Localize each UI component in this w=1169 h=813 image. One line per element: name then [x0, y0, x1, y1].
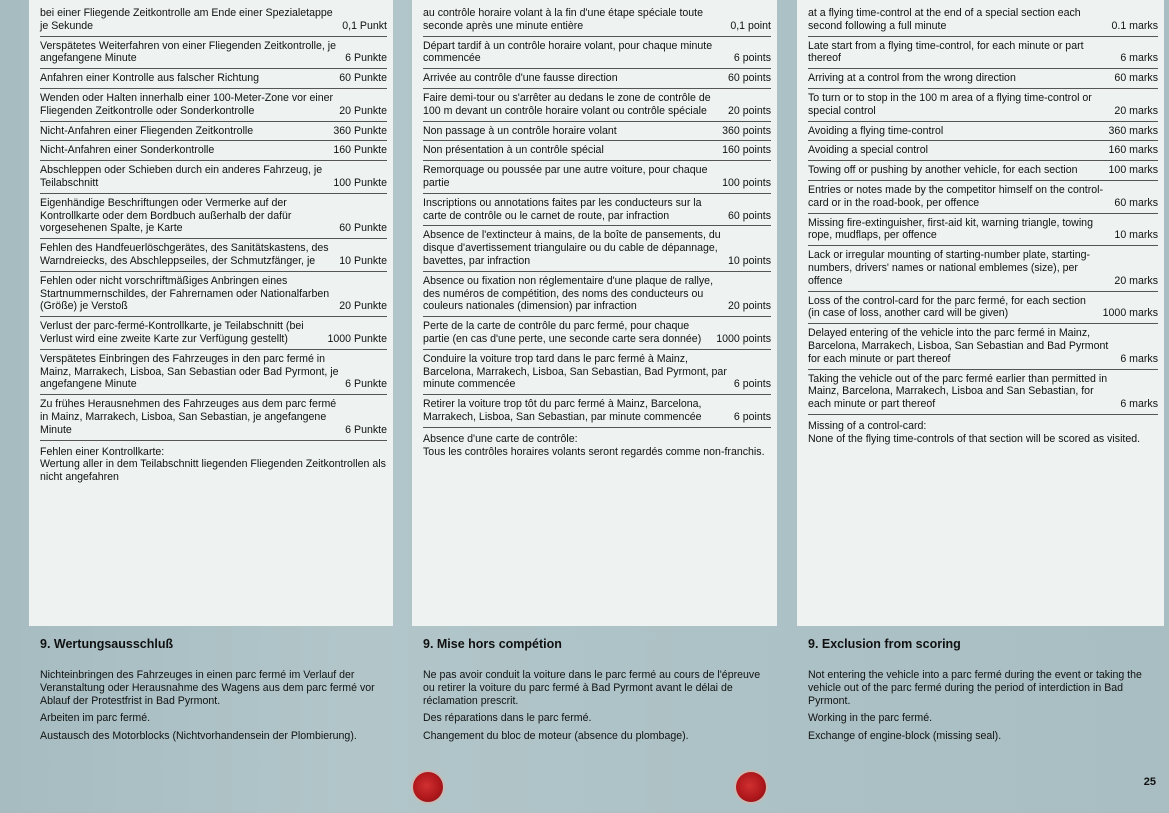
penalty-entry	[808, 214, 1158, 247]
penalty-points: 20 marks	[1114, 274, 1158, 287]
note-body: Wertung aller in dem Teilabschnitt liegenden Fliegenden Zeitkontrollen als nicht angefahren	[40, 458, 386, 484]
penalty-entry	[40, 239, 387, 272]
penalty-text: Non présentation à un contrôle spécial	[423, 144, 604, 157]
penalty-entry	[808, 89, 1158, 122]
binder-hole-right	[736, 772, 766, 802]
penalty-points: 160 marks	[1108, 144, 1158, 157]
german-exclusion-section	[29, 637, 393, 748]
penalty-entry	[40, 141, 387, 161]
missing-card-note	[40, 441, 387, 484]
penalty-entry	[423, 350, 771, 395]
penalty-entry	[808, 122, 1158, 142]
penalty-points: 6 Punkte	[345, 423, 387, 436]
penalty-points: 160 Punkte	[333, 144, 387, 157]
penalty-text: Départ tardif à un contrôle horaire volant, pour chaque minute commencée	[423, 39, 713, 65]
french-penalty-list	[412, 0, 777, 458]
penalty-points: 6 marks	[1120, 352, 1158, 365]
french-exclusion-section	[412, 637, 777, 748]
penalty-points: 60 points	[728, 209, 771, 222]
penalty-text: Perte de la carte de contrôle du parc fermé, pour chaque partie (en cas d'une perte, une seconde carte sera donnée)	[423, 320, 702, 345]
french-column	[412, 0, 777, 626]
penalty-points: 1000 Punkte	[327, 332, 387, 345]
section-paragraph: Arbeiten im parc fermé.	[40, 712, 151, 725]
missing-card-note	[808, 415, 1158, 446]
penalty-text: Abschleppen oder Schieben durch ein anderes Fahrzeug, je Teilabschnitt	[40, 164, 323, 189]
section-heading: 9. Mise hors compétion	[423, 637, 562, 651]
section-paragraph: Not entering the vehicle into a parc fermé during the event or taking the vehicle out of the parc fermé during the period of interdiction in Bad Pyrmont.	[808, 669, 1142, 707]
penalty-text: Nicht-Anfahren einer Sonderkontrolle	[40, 144, 215, 157]
note-body: Tous les contrôles horaires volants seront regardés comme non-franchis.	[423, 445, 765, 458]
penalty-points: 6 points	[733, 410, 771, 423]
penalty-points: 60 Punkte	[339, 222, 387, 235]
penalty-text: Arrivée au contrôle d'une fausse direction	[423, 72, 618, 85]
penalty-points: 100 points	[722, 176, 771, 189]
note-body: None of the flying time-controls of that section will be scored as visited.	[808, 432, 1141, 445]
penalty-points: 6 marks	[1120, 52, 1158, 65]
section-heading: 9. Wertungsausschluß	[40, 637, 174, 651]
english-penalty-list	[797, 0, 1164, 446]
penalty-entry	[40, 4, 387, 37]
section-paragraph: Austausch des Motorblocks (Nichtvorhandensein der Plombierung).	[40, 730, 357, 743]
penalty-text: au contrôle horaire volant à la fin d'une étape spéciale toute seconde après une minute entière	[423, 7, 704, 32]
penalty-points: 20 Punkte	[339, 300, 387, 313]
penalty-text: Wenden oder Halten innerhalb einer 100-Meter-Zone vor einer Fliegenden Zeitkontrolle oder Sonderkontrolle	[40, 91, 334, 117]
penalty-entry	[423, 89, 771, 122]
penalty-text: Taking the vehicle out of the parc fermé earlier than permitted in Mainz, Barcelona, Marrakech, Lisboa and San Sebastian, for each minute or part thereof	[808, 372, 1108, 411]
german-column	[29, 0, 393, 626]
penalty-text: Verspätetes Einbringen des Fahrzeuges in den parc fermé in Mainz, Marrakech, Lisboa, San Sebastian oder Bad Pyrmont, je angefangene Minute	[40, 352, 339, 391]
penalty-entry	[808, 141, 1158, 161]
penalty-entry	[808, 181, 1158, 214]
penalty-points: 360 marks	[1108, 124, 1158, 137]
penalty-text: Avoiding a special control	[808, 144, 928, 157]
penalty-points: 60 Punkte	[339, 72, 387, 85]
penalty-entry	[423, 4, 771, 37]
page-number: 25	[1143, 776, 1156, 788]
penalty-entry	[808, 4, 1158, 37]
penalty-text: To turn or to stop in the 100 m area of a flying time-control or special control	[808, 91, 1092, 117]
penalty-points: 360 Punkte	[333, 124, 387, 137]
penalty-points: 6 marks	[1120, 398, 1158, 411]
penalty-points: 20 Punkte	[339, 104, 387, 117]
penalty-text: Loss of the control-card for the parc fermé, for each section (in case of loss, another card will be given)	[808, 294, 1086, 320]
penalty-text: Remorquage ou poussée par une autre voiture, pour chaque partie	[423, 164, 708, 189]
penalty-points: 100 marks	[1108, 164, 1158, 177]
penalty-entry	[808, 292, 1158, 325]
penalty-entry	[808, 69, 1158, 89]
penalty-text: Missing fire-extinguisher, first-aid kit, warning triangle, towing rope, mudflaps, per offence	[808, 216, 1093, 242]
penalty-entry	[40, 272, 387, 317]
section-paragraph: Changement du bloc de moteur (absence du plombage).	[423, 730, 689, 743]
penalty-text: Absence de l'extincteur à mains, de la boîte de pansements, du disque d'avertissement triangulaire ou du cable de dépannage, bavettes, par infraction	[423, 229, 721, 267]
penalty-entry	[40, 395, 387, 440]
penalty-text: Avoiding a flying time-control	[808, 124, 944, 137]
penalty-points: 10 points	[728, 254, 771, 267]
penalty-points: 6 points	[733, 52, 771, 65]
penalty-points: 360 points	[722, 124, 771, 137]
penalty-entry	[40, 350, 387, 395]
penalty-points: 20 points	[728, 104, 771, 117]
penalty-entry	[808, 161, 1158, 181]
penalty-points: 60 marks	[1114, 196, 1158, 209]
binder-hole-left	[413, 772, 443, 802]
missing-card-note	[423, 428, 771, 459]
penalty-points: 1000 marks	[1102, 307, 1158, 320]
penalty-entry	[423, 194, 771, 227]
penalty-points: 10 Punkte	[339, 254, 387, 267]
section-paragraph: Exchange of engine-block (missing seal).	[808, 730, 1002, 743]
penalty-entry	[808, 370, 1158, 415]
penalty-text: at a flying time-control at the end of a special section each second following a full minute	[808, 7, 1081, 32]
penalty-entry	[808, 37, 1158, 70]
penalty-entry	[40, 161, 387, 194]
english-exclusion-section	[797, 637, 1164, 748]
penalty-points: 6 Punkte	[345, 52, 387, 65]
penalty-points: 100 Punkte	[333, 176, 387, 189]
penalty-entry	[423, 122, 771, 142]
penalty-points: 10 marks	[1114, 229, 1158, 242]
penalty-text: Faire demi-tour ou s'arrêter au dedans le zone de contrôle de 100 m devant un contrôle horaire volant ou contrôle spéciale	[423, 91, 711, 117]
penalty-points: 20 marks	[1114, 104, 1158, 117]
english-column	[797, 0, 1164, 626]
penalty-text: Non passage à un contrôle horaire volant	[423, 124, 617, 137]
penalty-points: 1000 points	[716, 332, 771, 345]
penalty-entry	[40, 317, 387, 350]
penalty-text: Verlust der parc-fermé-Kontrollkarte, je Teilabschnitt (bei Verlust wird eine zweite Karte zur Verfügung gestellt)	[40, 320, 304, 345]
penalty-entry	[40, 37, 387, 70]
penalty-entry	[423, 69, 771, 89]
penalty-points: 60 marks	[1114, 72, 1158, 85]
penalty-entry	[40, 122, 387, 142]
penalty-text: Delayed entering of the vehicle into the parc fermé in Mainz, Barcelona, Marrakech, Lisboa, San Sebastian and Bad Pyrmont for each minute or part thereof	[808, 327, 1109, 365]
penalty-entry	[423, 226, 771, 271]
note-heading: Absence d'une carte de contrôle:	[423, 432, 578, 445]
penalty-points: 160 points	[722, 144, 771, 157]
note-heading: Missing of a control-card:	[808, 419, 927, 432]
penalty-points: 20 points	[728, 300, 771, 313]
section-paragraph: Ne pas avoir conduit la voiture dans le parc fermé au cours de l'épreuve ou retirer la voiture du parc fermé à Bad Pyrmont avant le délai de réclamation prescrit.	[423, 669, 761, 707]
penalty-entry	[423, 395, 771, 428]
penalty-text: Nicht-Anfahren einer Fliegenden Zeitkontrolle	[40, 124, 254, 137]
penalty-text: Conduire la voiture trop tard dans le parc fermé à Mainz, Barcelona, Marrakech, Lisboa, San Sebastian, Bad Pyrmont, par minute commencée	[423, 352, 727, 391]
penalty-text: Towing off or pushing by another vehicle, for each section	[808, 164, 1078, 177]
penalty-text: Anfahren einer Kontrolle aus falscher Richtung	[40, 72, 260, 85]
penalty-entry	[808, 324, 1158, 369]
penalty-entry	[423, 161, 771, 194]
section-heading: 9. Exclusion from scoring	[808, 637, 961, 651]
penalty-text: Verspätetes Weiterfahren von einer Fliegenden Zeitkontrolle, je angefangene Minute	[40, 39, 337, 65]
note-heading: Fehlen einer Kontrollkarte:	[40, 445, 165, 458]
penalty-text: Zu frühes Herausnehmen des Fahrzeuges aus dem parc fermé in Mainz, Marrakech, Lisboa, San Sebastian, je angefangene Minute	[40, 398, 337, 436]
penalty-points: 0,1 point	[730, 19, 771, 32]
penalty-entry	[40, 194, 387, 239]
section-paragraph: Des réparations dans le parc fermé.	[423, 712, 592, 725]
penalty-text: Arriving at a control from the wrong direction	[808, 72, 1016, 85]
section-paragraph: Nichteinbringen des Fahrzeuges in einen parc fermé im Verlauf der Veranstaltung oder Herausnahme des Wagens aus dem parc fermé vor Ablauf der Protestfrist in Bad Pyrmont.	[40, 669, 375, 707]
penalty-text: Eigenhändige Beschriftungen oder Vermerke auf der Kontrollkarte oder dem Bordbuch außerhalb der dafür vorgesehenen Spalte, je Karte	[40, 196, 292, 235]
german-penalty-list	[29, 0, 393, 484]
penalty-text: Absence ou fixation non réglementaire d'une plaque de rallye, des numéros de compétition, des noms des conducteurs ou couleurs nationales (dimension) par infraction	[423, 274, 714, 313]
penalty-text: Fehlen oder nicht vorschriftmäßiges Anbringen eines Startnummernschildes, der Fahrernamen oder Nationalfarben (Größe) je Verstoß	[40, 274, 330, 313]
penalty-entry	[423, 37, 771, 70]
penalty-points: 6 Punkte	[345, 378, 387, 391]
penalty-text: Inscriptions ou annotations faites par les conducteurs sur la carte de contrôle ou le carnet de route, par infraction	[423, 196, 702, 222]
penalty-text: Retirer la voiture trop tôt du parc fermé à Mainz, Barcelona, Marrakech, Lisboa, San Sebastian, par minute commencée	[423, 398, 702, 423]
penalty-points: 6 points	[733, 378, 771, 391]
penalty-entry	[40, 69, 387, 89]
penalty-entry	[808, 246, 1158, 291]
section-paragraph: Working in the parc fermé.	[808, 712, 933, 725]
penalty-text: Late start from a flying time-control, for each minute or part thereof	[808, 39, 1084, 65]
penalty-entry	[423, 141, 771, 161]
penalty-points: 0,1 Punkt	[342, 19, 387, 32]
penalty-points: 0.1 marks	[1111, 19, 1158, 32]
penalty-text: Entries or notes made by the competitor himself on the control-card or in the road-book, per offence	[808, 183, 1104, 209]
penalty-entry	[40, 89, 387, 122]
penalty-entry	[423, 272, 771, 317]
penalty-text: bei einer Fliegende Zeitkontrolle am Ende einer Spezialetappe je Sekunde	[40, 7, 333, 32]
penalty-text: Lack or irregular mounting of starting-number plate, starting-numbers, drivers' names or national emblemes (size), per offence	[808, 249, 1091, 287]
penalty-entry	[423, 317, 771, 350]
penalty-points: 60 points	[728, 72, 771, 85]
penalty-text: Fehlen des Handfeuerlöschgerätes, des Sanitätskastens, des Warndreiecks, des Abschleppseiles, der Schmutzfänger, je	[40, 242, 329, 267]
